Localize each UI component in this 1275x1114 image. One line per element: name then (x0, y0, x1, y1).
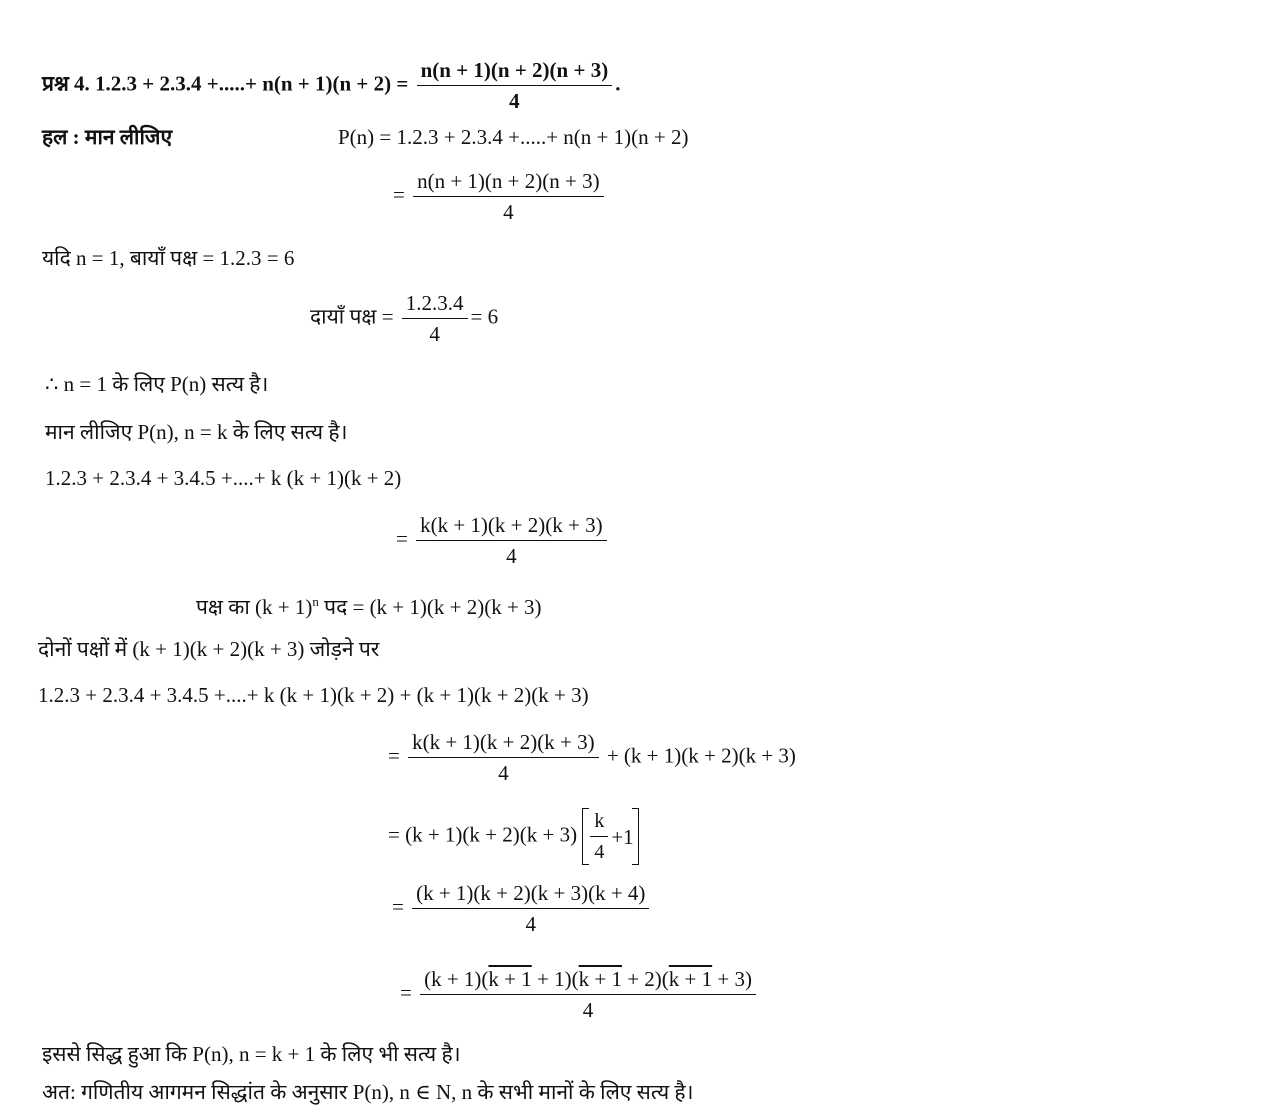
assumption-numerator: k(k + 1)(k + 2)(k + 3) (416, 512, 607, 541)
assumption-fraction (416, 512, 607, 569)
equals-sign: = (400, 980, 412, 1005)
square-bracket (582, 808, 638, 865)
step-4-part: + 1)( (531, 967, 579, 991)
step-1-tail: + (k + 1)(k + 2)(k + 3) (606, 743, 796, 768)
next-term-post: पद = (k + 1)(k + 2)(k + 3) (324, 595, 542, 619)
p-definition-rhs (393, 168, 607, 225)
step-3-numerator: (k + 1)(k + 2)(k + 3)(k + 4) (412, 880, 649, 909)
equals-sign: = (396, 526, 408, 551)
right-side-label: दायाँ पक्ष = (310, 304, 394, 329)
step-3 (392, 880, 652, 937)
step-4-numerator (420, 966, 756, 995)
base-left-side: यदि n = 1, बायाँ पक्ष = 1.2.3 = 6 (42, 246, 295, 270)
assumption-denominator: 4 (506, 544, 517, 568)
question-denominator: 4 (509, 89, 520, 113)
base-denominator: 4 (429, 322, 440, 346)
step-4-part: + 3) (712, 967, 752, 991)
equals-sign: = (393, 182, 405, 207)
assumption-sum: 1.2.3 + 2.3.4 + 3.4.5 +....+ k (k + 1)(k + 2) (45, 466, 402, 490)
step-2-pre: = (k + 1)(k + 2)(k + 3) (388, 822, 578, 847)
base-fraction (402, 290, 468, 347)
step-3-denominator: 4 (525, 912, 536, 936)
base-numerator: 1.2.3.4 (402, 290, 468, 319)
step-2-numerator: k (590, 808, 608, 837)
solution-label: हल : मान लीजिए (42, 125, 173, 149)
step-4-part: (k + 1)( (424, 967, 489, 991)
base-value: = 6 (470, 304, 499, 329)
p-denominator: 4 (503, 200, 514, 224)
next-term-sup: n (312, 594, 319, 609)
step-4-overlined: k + 1 (578, 967, 622, 991)
step-2 (388, 808, 639, 865)
equals-sign: = (392, 894, 404, 919)
next-term-pre: पक्ष का (k + 1) (196, 595, 313, 619)
step-4-fraction (420, 966, 756, 1023)
base-conclusion: ∴ n = 1 के लिए P(n) सत्य है। (45, 372, 269, 396)
step-2-tail: +1 (611, 824, 634, 849)
question-end: . (615, 71, 621, 96)
step-3-fraction (412, 880, 649, 937)
p-fraction (413, 168, 604, 225)
step-2-denominator: 4 (594, 841, 605, 863)
base-right-side (310, 290, 498, 347)
adding-sum: 1.2.3 + 2.3.4 + 3.4.5 +....+ k (k + 1)(k + 2) + (k + 1)(k + 2)(k + 3) (38, 683, 589, 707)
conclusion-line-1: इससे सिद्ध हुआ कि P(n), n = k + 1 के लिए भी सत्य है। (42, 1042, 461, 1066)
step-2-fraction (590, 808, 608, 865)
step-1-numerator: k(k + 1)(k + 2)(k + 3) (408, 729, 599, 758)
equals-sign: = (388, 743, 400, 768)
p-definition: P(n) = 1.2.3 + 2.3.4 +.....+ n(n + 1)(n + 2) (338, 125, 689, 149)
step-4-overlined: k + 1 (488, 967, 532, 991)
question-numerator: n(n + 1)(n + 2)(n + 3) (417, 57, 613, 86)
adding-text: दोनों पक्षों में (k + 1)(k + 2)(k + 3) जोड़ने पर (38, 637, 380, 661)
step-4-part: + 2)( (621, 967, 669, 991)
question-line (42, 57, 620, 114)
conclusion-line-2: अत: गणितीय आगमन सिद्धांत के अनुसार P(n), n ∈ N, n के सभी मानों के लिए सत्य है। (42, 1080, 694, 1104)
step-1-fraction (408, 729, 599, 786)
p-numerator: n(n + 1)(n + 2)(n + 3) (413, 168, 604, 197)
step-4-denominator: 4 (582, 998, 594, 1022)
assumption-text: मान लीजिए P(n), n = k के लिए सत्य है। (45, 420, 348, 444)
assumption-rhs (396, 512, 610, 569)
next-term-line (196, 588, 542, 621)
step-4 (400, 966, 759, 1023)
question-fraction (417, 57, 613, 114)
step-1-denominator: 4 (498, 761, 509, 785)
step-4-overlined: k + 1 (668, 967, 713, 991)
step-1 (388, 729, 796, 786)
question-label: प्रश्न 4. (42, 71, 90, 96)
question-lhs: 1.2.3 + 2.3.4 +.....+ n(n + 1)(n + 2) = (95, 71, 409, 96)
